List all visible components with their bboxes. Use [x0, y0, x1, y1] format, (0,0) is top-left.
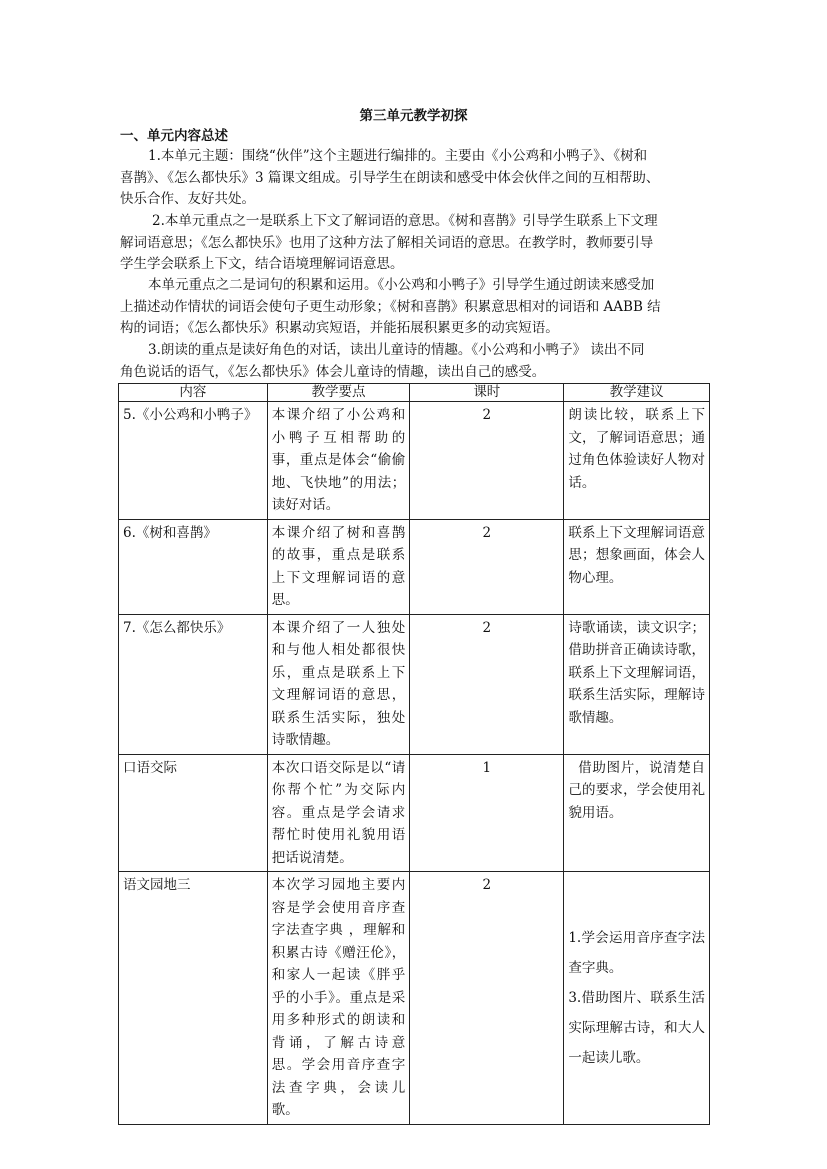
cell-hours: 2: [410, 402, 564, 520]
cell-suggest: 朗读比较，联系上下文，了解词语意思；通过角色体验读好人物对话。: [564, 402, 710, 520]
paragraph-line: 学生学会联系上下文，结合语境理解词语意思。: [120, 256, 404, 272]
cell-suggest: 借助图片，说清楚自己的要求，学会使用礼貌用语。: [564, 754, 710, 872]
cell-content: 6.《树和喜鹊》: [119, 519, 268, 614]
cell-hours: 2: [410, 872, 564, 1125]
page-title: 第三单元教学初探: [359, 108, 468, 124]
paragraph-theme: [120, 146, 708, 211]
cell-suggest: [564, 872, 710, 1125]
cell-hours: 2: [410, 614, 564, 754]
lesson-table: [118, 383, 710, 1125]
header-points: 教学要点: [267, 384, 410, 402]
cell-hours: 2: [410, 519, 564, 614]
cell-points: 本次学习园地主要内容是学会使用音序查字法查字典 ，理解和积累古诗《赠汪伦》，和家人一起读《胖乎乎的小手》。重点是采用多种形式的朗读和背诵，了解古诗意思。学会用音序查字法查字典，会读儿歌。: [267, 872, 410, 1125]
table-row: [119, 754, 710, 872]
suggest-item: 1.学会运用音序查字法查字典。: [568, 929, 705, 976]
paragraph-focus-one: [120, 211, 708, 276]
paragraph-line: 解词语意思；《怎么都快乐》也用了这种方法了解相关词语的意思。在教学时，教师要引导: [120, 234, 654, 251]
cell-points: 本课介绍了小公鸡和小鸭子互相帮助的事，重点是体会“偷偷地、飞快地”的用法；读好对话。: [267, 402, 410, 520]
cell-suggest: 联系上下文理解词语意思；想象画面，体会人物心理。: [564, 519, 710, 614]
section-heading: 一、单元内容总述: [120, 128, 228, 144]
header-content: 内容: [119, 384, 268, 402]
paragraph-line: 角色说话的语气，《怎么都快乐》体会儿童诗的情趣，读出自己的感受。: [120, 363, 546, 380]
paragraph-line: 喜鹊》、《怎么都快乐》3 篇课文组成。引导学生在朗读和感受中体会伙伴之间的互相帮助、: [120, 169, 660, 186]
table-row: [119, 519, 710, 614]
paragraph-line: 本单元重点之二是词句的积累和运用。《小公鸡和小鸭子》引导学生通过朗读来感受加: [148, 277, 655, 293]
suggest-item: 3.借助图片、联系生活实际理解古诗，和大人一起读儿歌。: [568, 989, 705, 1066]
table-row: [119, 614, 710, 754]
paragraph-line: 2.本单元重点之一是联系上下文了解词语的意思。《树和喜鹊》引导学生联系上下文理: [152, 213, 658, 229]
paragraph-line: 快乐合作、友好共处。: [120, 191, 255, 207]
paragraph-line: 1.本单元主题：围绕“伙伴”这个主题进行编排的。主要由《小公鸡和小鸭子》、《树和: [148, 148, 648, 164]
cell-content: 语文园地三: [119, 872, 268, 1125]
cell-points: 本课介绍了一人独处和与他人相处都很快乐，重点是联系上下文理解词语的意思，联系生活实际，独处诗歌情趣。: [267, 614, 410, 754]
header-suggest: 教学建议: [564, 384, 710, 402]
table-row: [119, 872, 710, 1125]
paragraph-reading: [120, 340, 708, 383]
paragraph-line: 3.朗读的重点是读好角色的对话，读出儿童诗的情趣。《小公鸡和小鸭子》 读出不同: [148, 342, 645, 358]
cell-points: 本课介绍了树和喜鹊的故事，重点是联系上下文理解词语的意思。: [267, 519, 410, 614]
paragraph-focus-two: [120, 275, 708, 340]
paragraph-line: 构的词语；《怎么都快乐》积累动宾短语，并能拓展积累更多的动宾短语。: [120, 320, 559, 336]
cell-content: 5.《小公鸡和小鸭子》: [119, 402, 268, 520]
paragraph-line: 上描述动作情状的词语会使句子更生动形象；《树和喜鹊》积累意思相对的词语和 AABB 结: [120, 298, 661, 315]
cell-hours: 1: [410, 754, 564, 872]
cell-content: 口语交际: [119, 754, 268, 872]
cell-points: 本次口语交际是以“请你帮个忙”为交际内容。重点是学会请求帮忙时使用礼貌用语把话说清楚。: [267, 754, 410, 872]
table-header-row: [119, 384, 710, 402]
cell-content: 7.《怎么都快乐》: [119, 614, 268, 754]
table-row: [119, 402, 710, 520]
cell-suggest: 诗歌诵读，读文识字；借助拼音正确读诗歌，联系上下文理解词语，联系生活实际，理解诗歌情趣。: [564, 614, 710, 754]
header-hours: 课时: [410, 384, 564, 402]
